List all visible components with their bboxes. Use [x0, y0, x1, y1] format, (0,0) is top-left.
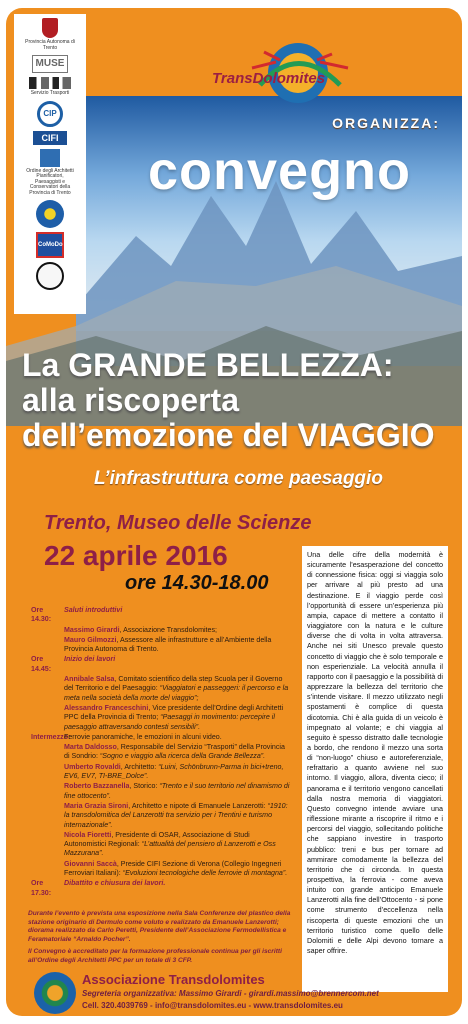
speaker-name: Marta Daldosso [64, 743, 117, 752]
program-title: Saluti introduttivi [64, 606, 123, 614]
headline-viaggio: VIAGGIO [297, 417, 435, 453]
program-entry [64, 782, 291, 801]
headline-line3 [22, 418, 452, 453]
program-entry [64, 636, 291, 655]
speaker-role: (Collegio Ingegneri Ferroviari Italiani): [64, 859, 282, 878]
speaker-role: , Vice presidente dell’Ordine degli Architetti PPC della Provincia di Trento; [64, 703, 284, 722]
program-item [31, 733, 291, 742]
association-logo-icon [34, 972, 76, 1014]
comodo-icon: CoMoDo [36, 232, 64, 258]
speaker-quote: “1910: la transdolomitica del Lanzerotti tra servizio per i Trentini e turismo internazionale”. [64, 801, 288, 829]
speaker-name: Umberto Rovaldi [64, 762, 121, 771]
speaker-role: Associazione di Studi Autonomistici Regionali: [64, 830, 250, 849]
speaker-quote: “Viaggiatori e passeggeri: il percorso e la meta nella società della morte del viaggio”; [64, 684, 289, 702]
cifi-logo [24, 131, 76, 145]
program-item [31, 636, 291, 655]
cip-icon: CIP [37, 101, 63, 127]
round-emblem-icon [36, 262, 64, 290]
shield-icon [42, 18, 58, 38]
accreditation-note: Il Convegno è accreditato per la formazione professionale continua per gli iscritti all’Ordine degli Architetti PPC per un totale di 3 CFP. [28, 948, 282, 964]
program-time: Ore 17.30: [31, 879, 52, 897]
speaker-name: Roberto Bazzanella [64, 782, 130, 791]
program-item [31, 743, 291, 762]
program-list [31, 606, 291, 899]
event-date: 22 aprile 2016 [44, 540, 228, 571]
program-entry [64, 831, 291, 859]
barcode-icon [29, 77, 71, 89]
program-item [31, 763, 291, 782]
speaker-role: , Responsabile del Servizio “Trasporti” della Provincia di Sondrio: [64, 743, 285, 761]
program-time: Ore 14.30: [31, 606, 52, 624]
program-item [31, 675, 291, 703]
cip-logo [24, 101, 76, 127]
event-subtitle: L’infrastruttura come paesaggio [94, 468, 383, 489]
main-headline [22, 348, 452, 453]
architects-icon [40, 149, 60, 167]
provincia-logo: Provincia Autonoma di Trento [24, 18, 76, 51]
cifi-icon: CIFI [33, 131, 67, 145]
infrastructure-logo: Servizio Trasporti [24, 77, 76, 97]
organizing-secretary: Segreteria organizzativa: Massimo Girardi - girardi.massimo@brennercom.net [82, 989, 379, 998]
organizer-label: ORGANIZZA: [332, 115, 440, 131]
speaker-name: Nicola Fioretti [64, 830, 112, 839]
speaker-quote: “Trento e il suo territorio nel dinamismo di fine ottocento”. [64, 782, 290, 800]
intro-text-box: Una delle cifre della modernità è sicuramente l’esasperazione del concetto di connessione fisica: oggi si viaggia solo per arrivare al più presto ad una destinazione. E il viaggio perde così l’opportunità di essere un’esperienza più ampia, capace di mettere a contatto il viaggiatore con la natura e le culture diverse che di volta in volta attraversa. Anche nei siti Unesco prevale questo concetto di viaggio che è solo temporale e non esperienziale. La velocità annulla il rapporto con il paesaggio e la possibilità di apprezzare la bellezza del territorio che s’intende visitare. Il mezzo utilizzato negli spostamenti è complice di questa dicotomia. Chi è alla guida di un veicolo è impegnato al volante; e chi viaggia al seguito è spesso distratto dalle tecnologie a bordo, che rendono il mezzo una sorta di “non-luogo” chiuso e autoreferenziale, refrattario a quanto avviene nel suo intorno. Il viaggio, allora, diventa cieco; il panorama e il territorio vengono cancellati dalla nostra memoria di viaggiatori. Questo convegno intende avviare una riflessione mirante a riscoprire il ritmo e i percorsi del viaggio, sollecitando politiche che sappiano investire in trasporto pubblico: treni e bus per tornare ad ammirare comodamente la bellezza del territorio che ci circonda. In questa prospettiva, la ferrovia - come aveva intuito con grande anticipo Emanuele Lanzerotti alla fine dell’Ottocento - si pone come strumento d’eccellenza nella riscoperta di queste emozioni che un territorio turistico come quello delle Dolomiti e delle Alpi devono tornare a saper offrire. [302, 546, 448, 992]
exhibition-note: Durante l’evento è prevista una esposizione nella Sala Conferenze del plastico della stazione originario di Dermulo come voluto e realizzato da Emanuele Lanzerotti; diorama realizzato da Carlo Peretti, Presidente dell’Associazione Fermodellistica e Feramatoriale “Arnaldo Pocher”. [28, 910, 291, 943]
circle-logo [24, 200, 76, 228]
round-logo [24, 262, 76, 290]
program-item [31, 782, 291, 801]
program-entry [64, 704, 291, 732]
program-entry [64, 655, 291, 674]
program-entry [64, 626, 291, 635]
speaker-role: , Comitato scientifico della step Scuola per il Governo del Territorio e del Paesaggio: [64, 675, 283, 693]
intermezzo-text: Ferrovie panoramiche, le emozioni in alcuni video. [64, 732, 222, 741]
speaker-role: , Associazione Transdolomites; [119, 625, 217, 634]
speaker-role: , Storico: [129, 782, 158, 791]
speaker-role: , Architetto: [120, 762, 157, 771]
program-entry [64, 675, 291, 703]
event-hours: ore 14.30-18.00 [125, 572, 269, 594]
program-title: Dibattito e chiusura dei lavori. [64, 879, 166, 888]
conference-label: convegno [148, 141, 412, 201]
speaker-role: , Architetto e nipote di Emanuele Lanzerotti: [128, 801, 266, 810]
program-time: Ore 14.45: [31, 655, 52, 673]
speaker-role: , Assessore alle infrastrutture e all’Ambiente della Provincia Autonoma di Trento. [64, 635, 272, 654]
event-poster [6, 8, 462, 1016]
headline-line3-start: dell’emozione del [22, 417, 298, 453]
program-item [31, 704, 291, 732]
speaker-name: Annibale Salsa [64, 675, 115, 684]
comodo-logo [24, 232, 76, 258]
program-item [31, 879, 291, 898]
speaker-name: Maria Grazia Sironi [64, 801, 129, 810]
architects-logo: Ordine degli Architetti Pianificatori, Paesaggisti e Conservatori della Provincia di Trento [24, 149, 76, 197]
speaker-quote: “Evoluzioni tecnologiche delle ferrovie di montagna”. [122, 869, 288, 878]
speaker-name: Massimo Girardi [64, 625, 120, 634]
brand-title: TransDolomites [212, 70, 326, 87]
program-entry [64, 763, 291, 782]
speaker-role: , Presidente di OSAR, [111, 830, 181, 839]
program-item [31, 802, 291, 830]
program-item [31, 831, 291, 859]
speaker-quote: “Paesaggi in movimento: percepire il paesaggio attraversando contesti sensibili”. [64, 713, 275, 731]
muse-icon: MUSE [32, 55, 68, 73]
program-entry [64, 802, 291, 830]
speaker-name: Mauro Gilmozzi [64, 635, 117, 644]
program-item [31, 655, 291, 674]
program-entry [64, 606, 291, 625]
headline-line1: La GRANDE BELLEZZA: [22, 347, 394, 383]
program-entry [64, 860, 291, 879]
speaker-quote: “L’attualità del pensiero di Lanzerotti e Oss Mazzurana”. [64, 840, 276, 858]
footer [34, 972, 454, 1016]
muse-logo [24, 55, 76, 73]
intermezzo-label: Intermezzo: [31, 732, 71, 741]
program-item [31, 626, 291, 635]
program-item [31, 606, 291, 625]
circle-emblem-icon [36, 200, 64, 228]
partner-logos-panel [14, 14, 86, 314]
association-name: Associazione Transdolomites [82, 972, 265, 987]
speaker-quote: “Luini, Schönbrunn-Parma in bici+treno, EV6, EV7, TI-BRE_Dolce”. [64, 762, 284, 781]
event-place: Trento, Museo delle Scienze [44, 512, 312, 534]
speaker-name: Giovanni Saccà [64, 859, 117, 868]
speaker-quote: “Sogno e viaggio alla ricerca della Grande Bellezza”. [99, 752, 266, 761]
contact-details: Cell. 320.4039769 - info@transdolomites.eu - www.transdolomites.eu [82, 1001, 343, 1010]
program-entry [64, 743, 291, 762]
event-notes [28, 910, 298, 970]
program-item [31, 860, 291, 879]
speaker-name: Alessandro Franceschini [64, 703, 149, 712]
program-title: Inizio dei lavori [64, 655, 116, 664]
speaker-role: , Preside CIFI Sezione di Verona [116, 859, 220, 868]
headline-line2: alla riscoperta [22, 382, 239, 418]
